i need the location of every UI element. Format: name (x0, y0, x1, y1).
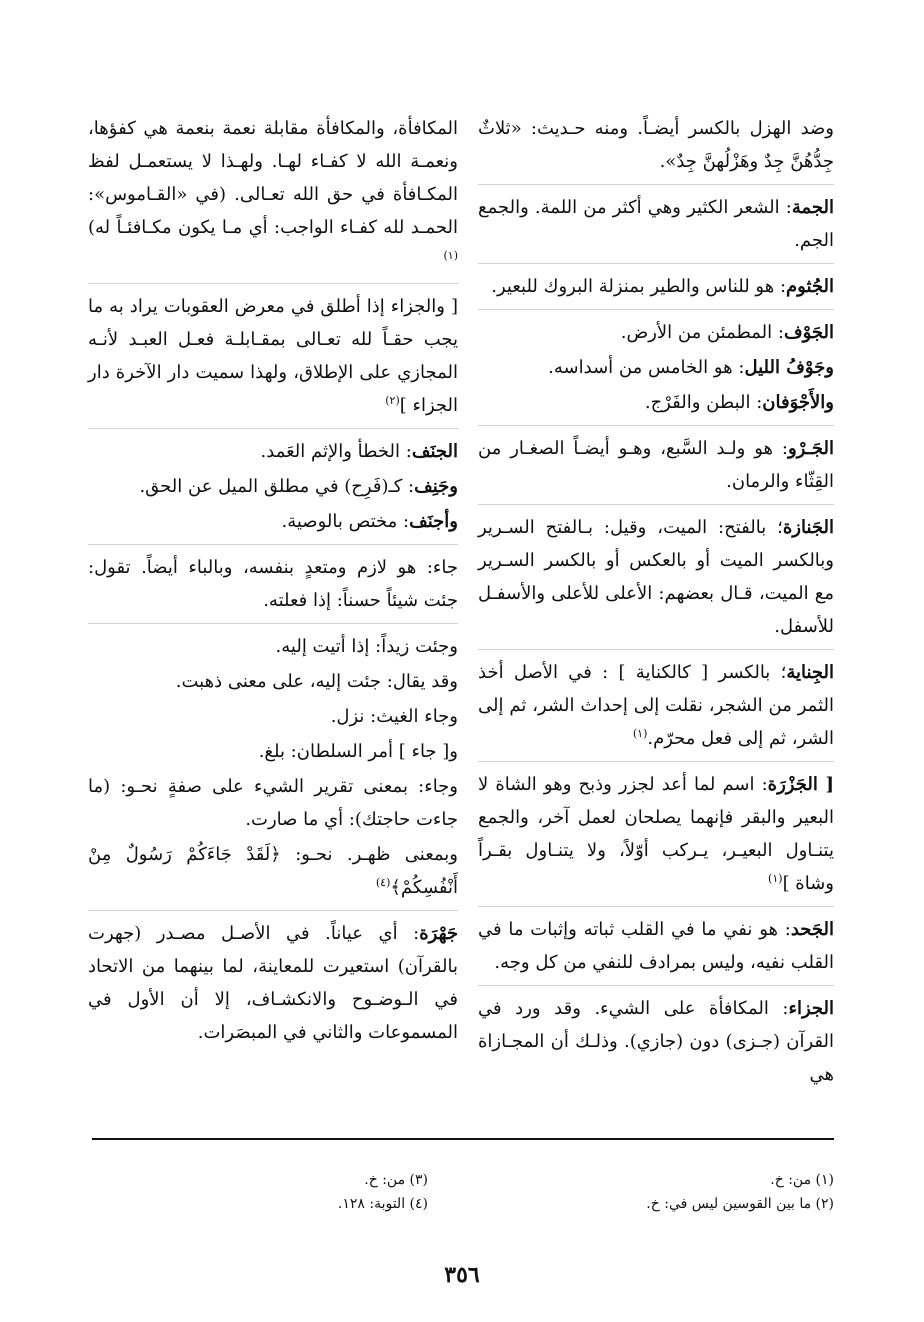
entry-headword: الجزاء (788, 998, 834, 1019)
entry-headword: الجمة (791, 197, 834, 218)
entry-text: : البطن والفَرْج. (644, 392, 763, 413)
dictionary-entry (478, 386, 834, 419)
dictionary-entry (88, 700, 458, 733)
entry-headword: الجِناية (786, 662, 834, 683)
entry-headword: وأجنَف (409, 511, 458, 532)
dictionary-entry (88, 665, 458, 698)
dictionary-entry (88, 112, 458, 277)
dictionary-entry (478, 761, 834, 900)
entry-headword: الجَوْف (783, 322, 834, 343)
dictionary-entry (478, 906, 834, 979)
entry-headword: [ الجَزْرَة (767, 774, 834, 795)
entry-text: [ والجزاء إذا أطلق في معرض العقوبات يراد به ما يجب حقـاً لله تعـالى بمقـابلـة فعـل العبـد لأنـه المجازي على الإطلاق، ولهذا سميت دار الآخرة دار الجزاء ] (88, 296, 458, 416)
entry-text: : أي عياناً. في الأصـل مصـدر (جهرت بالقرآن) استعيرت للمعاينة، لما بينهما من الاتحاد في الـوضـوح والانكشـاف، إلا أن الأول في المسموعات والثاني في المبصَرات. (88, 923, 458, 1043)
dictionary-entry (88, 910, 458, 1049)
entry-text: : هو نفي ما في القلب ثباته وإثبات ما في القلب نفيه، وليس بمرادف للنفي من كل وجه. (478, 919, 834, 973)
entry-text: : مختص بالوصية. (281, 511, 410, 532)
dictionary-entry (88, 505, 458, 538)
left-column (88, 112, 458, 1051)
entry-headword: الجَـرْو (787, 438, 834, 459)
dictionary-entry (88, 428, 458, 468)
entry-text: وجاء الغيث: نزل. (330, 706, 458, 727)
footnotes-right (478, 1168, 834, 1216)
entry-headword: وجَنِف (414, 476, 458, 497)
entry-headword: الجَحد (790, 919, 834, 940)
entry-text: جاء: هو لازم ومتعدٍ بنفسه، وبالباء أيضاً. تقول: جئت شيئاً حسناً: إذا فعلته. (88, 557, 458, 611)
entry-text: ؛ بالكسر [ كالكناية ] : في الأصل أخذ الثمر من الشجر، نقلت إلى إحداث الشر، ثم إلى الشر، ثم إلى فعل محرّم. (478, 662, 834, 749)
dictionary-entry (478, 184, 834, 257)
entry-text: : الخطأ والإثم العَمد. (260, 441, 412, 462)
dictionary-entry (88, 735, 458, 768)
dictionary-entry (478, 504, 834, 643)
dictionary-entry (88, 623, 458, 663)
dictionary-entry (478, 351, 834, 384)
entry-text: المكافأة، والمكافأة مقابلة نعمة بنعمة هي كفؤها، ونعمـة الله لا كفـاء لهـا. ولهـذا لا يستعمـل لفظ المكـافأة في حق الله تعـالى. (في «القـاموس»: الحمـد لله كفـاء الواجب: أي مـا يكون مكـافئـاً له) (88, 118, 458, 238)
footnote: (١) من: خ. (770, 1172, 834, 1188)
footnote-divider (92, 1138, 834, 1140)
entry-text: وقد يقال: جئت إليه، على معنى ذهبت. (175, 671, 458, 692)
dictionary-entry (88, 470, 458, 503)
footnote-ref: (٢) (385, 394, 400, 407)
entry-text: وجئت زيداً: إذا أتيت إليه. (275, 636, 458, 657)
entry-headword: وجَوْفُ الليل (744, 357, 834, 378)
entry-text: : هو ولـد السَّبع، وهـو أيضـاً الصغـار من القِثّاء والرمان. (478, 438, 834, 492)
footnote: (٤) التوبة: ١٢٨. (337, 1196, 428, 1212)
footnote: (٣) من: خ. (364, 1172, 428, 1188)
footnote-ref: (١) (632, 727, 648, 740)
page-number: ٣٥٦ (444, 1262, 480, 1288)
entry-text: : اسم لما أعد لجزر وذبح وهو الشاة لا البعير والبقر فإنهما يصلحان لعمل آخر، والجمع يتنـاول البعيـر، يـركب أوّلاً، ولا يتنـاول بقـراً وشاة ] (478, 774, 834, 894)
dictionary-entry (478, 985, 834, 1091)
entry-text: : المكافأة على الشيء. وقد ورد في القرآن (جـزى) دون (جازي). وذلـك أن المجـازاة هي (478, 998, 834, 1085)
entry-text: : المطمئن من الأرض. (620, 322, 784, 343)
dictionary-entry (88, 770, 458, 836)
dictionary-entry (88, 283, 458, 422)
entry-headword: الجنَف (411, 441, 458, 462)
dictionary-entry (478, 263, 834, 303)
entry-text: وضد الهزل بالكسر أيضـاً. ومنه حـديث: «ثلاثٌ جِدُّهُنَّ جِدٌ وهَزْلُهنَّ جِدٌ». (478, 118, 834, 172)
entry-text: : الشعر الكثير وهي أكثر من اللمة. والجمع الجم. (478, 197, 834, 251)
footnote-ref: (١) (443, 249, 458, 262)
entry-text: ؛ بالفتح: الميت، وقيل: بـالفتح السـرير وبالكسر الميت أو بالعكس أو بالكسر السـرير مع الميت، قـال بعضهم: الأعلى للأعلى والأسفـل للأسفل. (478, 517, 834, 637)
dictionary-entry (478, 649, 834, 755)
dictionary-entry (478, 112, 834, 178)
entry-headword: الجُثوم (786, 276, 834, 297)
footnote: (٢) ما بين القوسين ليس في: خ. (646, 1196, 834, 1212)
entry-text: : هو للناس والطير بمنزلة البروك للبعير. (491, 276, 787, 297)
dictionary-entry (478, 425, 834, 498)
entry-text: : هو الخامس من أسداسه. (548, 357, 745, 378)
right-column (478, 112, 834, 1093)
entry-text: و[ جاء ] أمر السلطان: بلغ. (258, 741, 458, 762)
entry-headword: الجَنازة (782, 517, 834, 538)
dictionary-entry (478, 309, 834, 349)
dictionary-entry (88, 838, 458, 904)
footnote-ref: (٤) (375, 876, 391, 889)
entry-headword: والأَجْوَفان (762, 392, 834, 413)
entry-text: : كـ(فَرِح) في مطلق الميل عن الحق. (139, 476, 415, 497)
footnotes-left (88, 1168, 428, 1216)
entry-headword: جَهْرَة (419, 923, 458, 944)
entry-text: وجاء: بمعنى تقرير الشيء على صفةٍ نحـو: (ما جاءت حاجتك): أي ما صارت. (88, 776, 458, 830)
dictionary-entry (88, 544, 458, 617)
entry-text: وبمعنى ظهـر. نحـو: ﴿لَقَدْ جَاءَكُمْ رَسُولٌ مِنْ أَنْفُسِكُمْ﴾ (88, 844, 458, 898)
footnote-ref: (١) (768, 872, 783, 885)
